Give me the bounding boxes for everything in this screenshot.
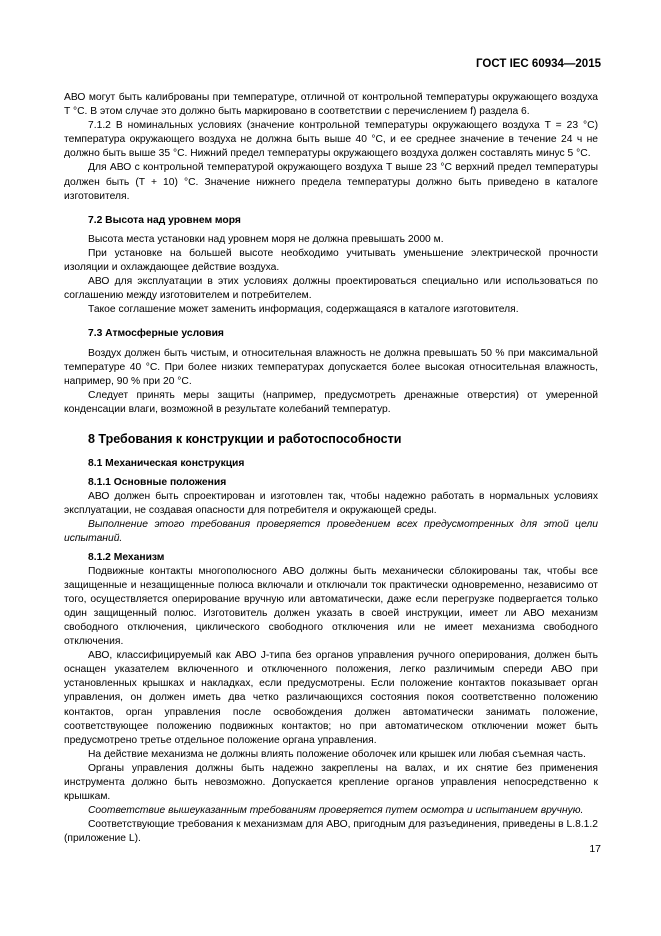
page-number: 17 — [589, 843, 601, 855]
paragraph: 7.1.2 В номинальных условиях (значение контрольной температуры окружающего воздуха T = 23 °С) температура окружающего воздуха не должна быть выше 40 °С, и ее среднее значение в течение 24 ч не должно быть выше 35 °С. Нижний предел температуры окружающего воздуха должен составлять минус 5 °С. — [64, 120, 598, 160]
paragraph: АВО должен быть спроектирован и изготовлен так, чтобы надежно работать в нормальных условиях эксплуатации, не создавая опасности для потребителя и окружающей среды. — [64, 491, 598, 517]
section-heading: 7.3 Атмосферные условия — [88, 328, 224, 340]
paragraph: АВО для эксплуатации в этих условиях должны проектироваться специально или использоваться по соглашению между изготовителем и потребителем. — [64, 276, 598, 302]
paragraph: Для АВО с контрольной температурой окружающего воздуха T выше 23 °С верхний предел температуры должен быть (T + 10) °С. Значение нижнего предела температуры должно быть приведено в каталоге изготовителя. — [64, 162, 598, 202]
paragraph: Следует принять меры защиты (например, предусмотреть дренажные отверстия) от умеренной конденсации влаги, возможной в результате колебаний температур. — [64, 389, 598, 415]
paragraph: АВО могут быть калиброваны при температуре, отличной от контрольной температуры окружающего воздуха T °С. В этом случае это должно быть маркировано в соответствии с перечислением f) раздела 6. — [64, 92, 598, 118]
paragraph: Высота места установки над уровнем моря не должна превышать 2000 м. — [88, 233, 444, 245]
paragraph-italic: Выполнение этого требования проверяется проведением всех предусмотренных для этой цели испытаний. — [64, 519, 598, 545]
paragraph: Такое соглашение может заменить информация, содержащаяся в каталоге изготовителя. — [88, 304, 519, 316]
paragraph: Подвижные контакты многополюсного АВО должны быть механически сблокированы так, чтобы все защищенные и незащищенные полюса включали и отключали ток практически одновременно, независимо от того, осуществляется оперирование вручную или автоматически, даже если перегрузке подвергается только один защищенный полюс. Изготовитель должен указать в своей инструкции, имеет ли АВО механизм свободного отключения, циклического свободного отключения или не имеет механизма свободного отключения. — [64, 565, 598, 648]
paragraph: АВО, классифицируемый как АВО J-типа без органов управления ручного оперирования, должен быть оснащен указателем включенного и отключенного положения, легко различимым спереди АВО при установленных крышках и накладках, если предусмотрены. Если положение контактов показывает орган управления, он должен иметь два четко различающихся состояния покоя соответственно положению контактов, орган управления после освобождения должен автоматически занимать положение, соответствующее положению подвижных контактов; но при автоматическом отключении может быть предусмотрено третье отдельное положение органа управления. — [64, 650, 598, 746]
paragraph: Воздух должен быть чистым, и относительная влажность не должна превышать 50 % при максимальной температуре 40 °С. При более низких температурах допускается более высокая относительная влажность, например, 90 % при 20 °С. — [64, 347, 598, 387]
section-heading: 8.1 Механическая конструкция — [88, 457, 245, 469]
document-header: ГОСТ IEC 60934—2015 — [476, 58, 601, 70]
paragraph: При установке на большей высоте необходимо учитывать уменьшение электрической прочности изоляции и охлаждающее действие воздуха. — [64, 247, 598, 274]
paragraph-italic: Соответствие вышеуказанным требованиям проверяется путем осмотра и испытанием вручную. — [88, 805, 584, 817]
section-heading: 7.2 Высота над уровнем моря — [88, 214, 241, 226]
chapter-heading: 8 Требования к конструкции и работоспособности — [88, 431, 402, 446]
paragraph: Органы управления должны быть надежно закреплены на валах, и их снятие без применения инструмента должно быть невозможно. Допускается крепление органов управления непосредственно к крышкам. — [64, 762, 598, 803]
paragraph: На действие механизма не должны влиять положение оболочек или крышек или любая съемная часть. — [88, 748, 586, 760]
page-body — [64, 91, 598, 847]
subsection-heading: 8.1.1 Основные положения — [88, 477, 227, 489]
subsection-heading: 8.1.2 Механизм — [88, 551, 165, 563]
paragraph: Соответствующие требования к механизмам для АВО, пригодным для разъединения, приведены в L.8.1.2 (приложение L). — [64, 819, 598, 845]
